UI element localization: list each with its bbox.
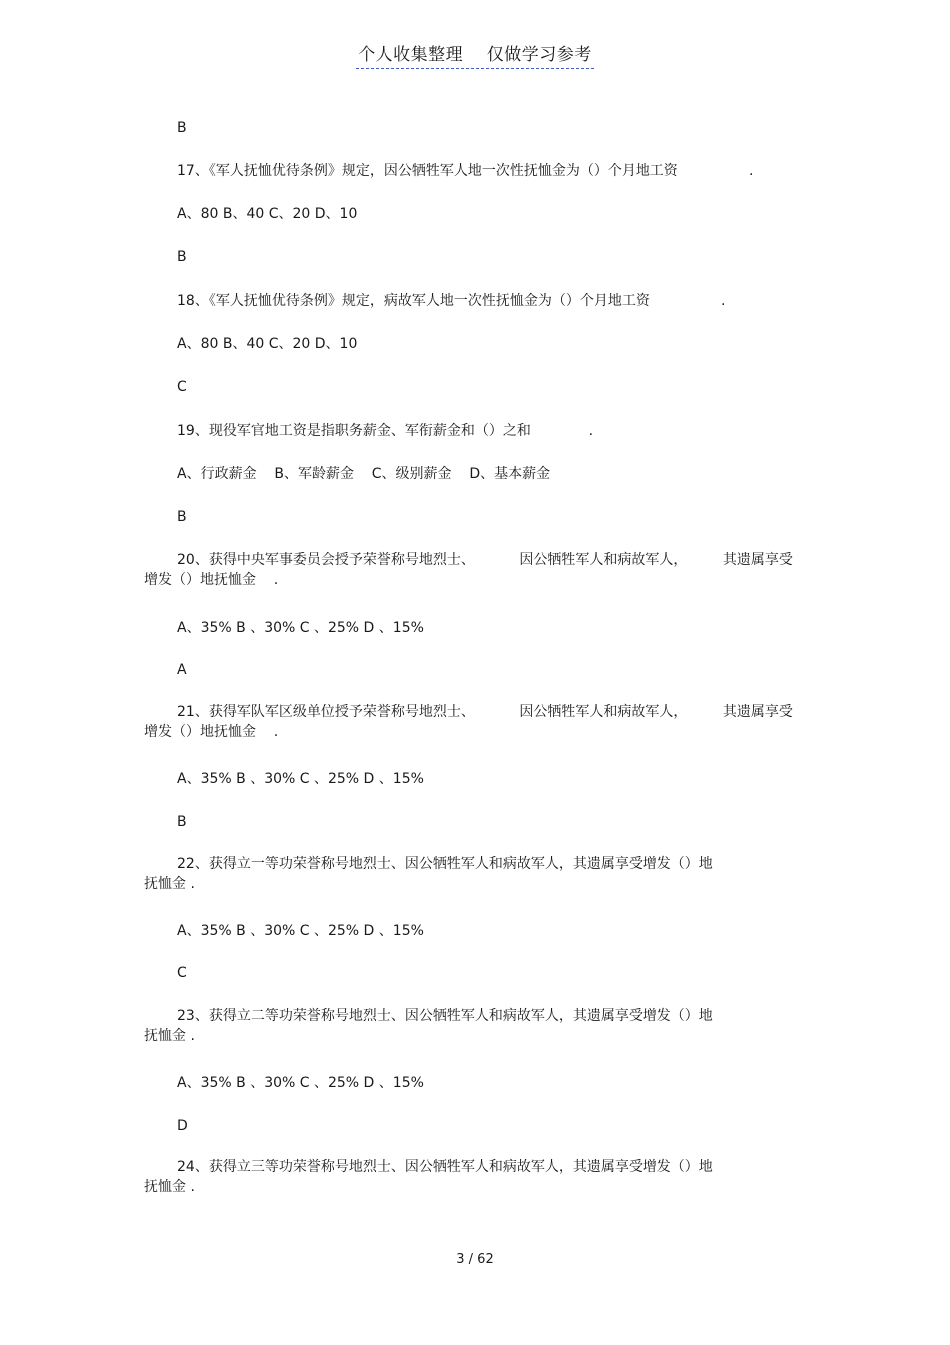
- question-line-continued: 增发（）地抚恤金 .: [144, 724, 279, 740]
- question-line: 18、《军人抚恤优待条例》规定，病故军人地一次性抚恤金为（）个月地工资 .: [177, 293, 726, 309]
- options-line: A、35% B 、30% C 、25% D 、15%: [177, 771, 424, 787]
- answer-line: B: [177, 249, 187, 265]
- question-line: 22、获得立一等功荣誉称号地烈士、因公牺牲军人和病故军人，其遗属享受增发（）地: [177, 856, 713, 872]
- question-line-continued: 抚恤金 .: [144, 1028, 195, 1044]
- answer-line: B: [177, 120, 187, 136]
- page-number: 3 / 62: [456, 1252, 494, 1267]
- question-line: 17、《军人抚恤优待条例》规定，因公牺牲军人地一次性抚恤金为（）个月地工资 .: [177, 163, 754, 179]
- question-line: 24、获得立三等功荣誉称号地烈士、因公牺牲军人和病故军人，其遗属享受增发（）地: [177, 1159, 713, 1175]
- answer-line: C: [177, 379, 187, 395]
- question-line: 20、获得中央军事委员会授予荣誉称号地烈士、 因公牺牲军人和病故军人， 其遗属享受: [177, 552, 793, 568]
- answer-line: A: [177, 662, 187, 678]
- answer-line: B: [177, 509, 187, 525]
- answer-line: B: [177, 814, 187, 830]
- header-text: 个人收集整理 仅做学习参考: [356, 40, 594, 69]
- options-line: A、35% B 、30% C 、25% D 、15%: [177, 620, 424, 636]
- options-line: A、35% B 、30% C 、25% D 、15%: [177, 923, 424, 939]
- question-line-continued: 抚恤金 .: [144, 876, 195, 892]
- question-line-continued: 抚恤金 .: [144, 1179, 195, 1195]
- question-line-continued: 增发（）地抚恤金 .: [144, 572, 279, 588]
- options-line: A、80 B、40 C、20 D、10: [177, 206, 358, 222]
- page-header: [0, 40, 950, 69]
- question-line: 23、获得立二等功荣誉称号地烈士、因公牺牲军人和病故军人，其遗属享受增发（）地: [177, 1008, 713, 1024]
- question-line: 21、获得军队军区级单位授予荣誉称号地烈士、 因公牺牲军人和病故军人， 其遗属享受: [177, 704, 793, 720]
- answer-line: D: [177, 1118, 188, 1134]
- options-line: A、35% B 、30% C 、25% D 、15%: [177, 1075, 424, 1091]
- question-line: 19、现役军官地工资是指职务薪金、军衔薪金和（）之和 .: [177, 423, 594, 439]
- options-line: A、行政薪金 B、军龄薪金 C、级别薪金 D、基本薪金: [177, 466, 551, 482]
- answer-line: C: [177, 965, 187, 981]
- options-line: A、80 B、40 C、20 D、10: [177, 336, 358, 352]
